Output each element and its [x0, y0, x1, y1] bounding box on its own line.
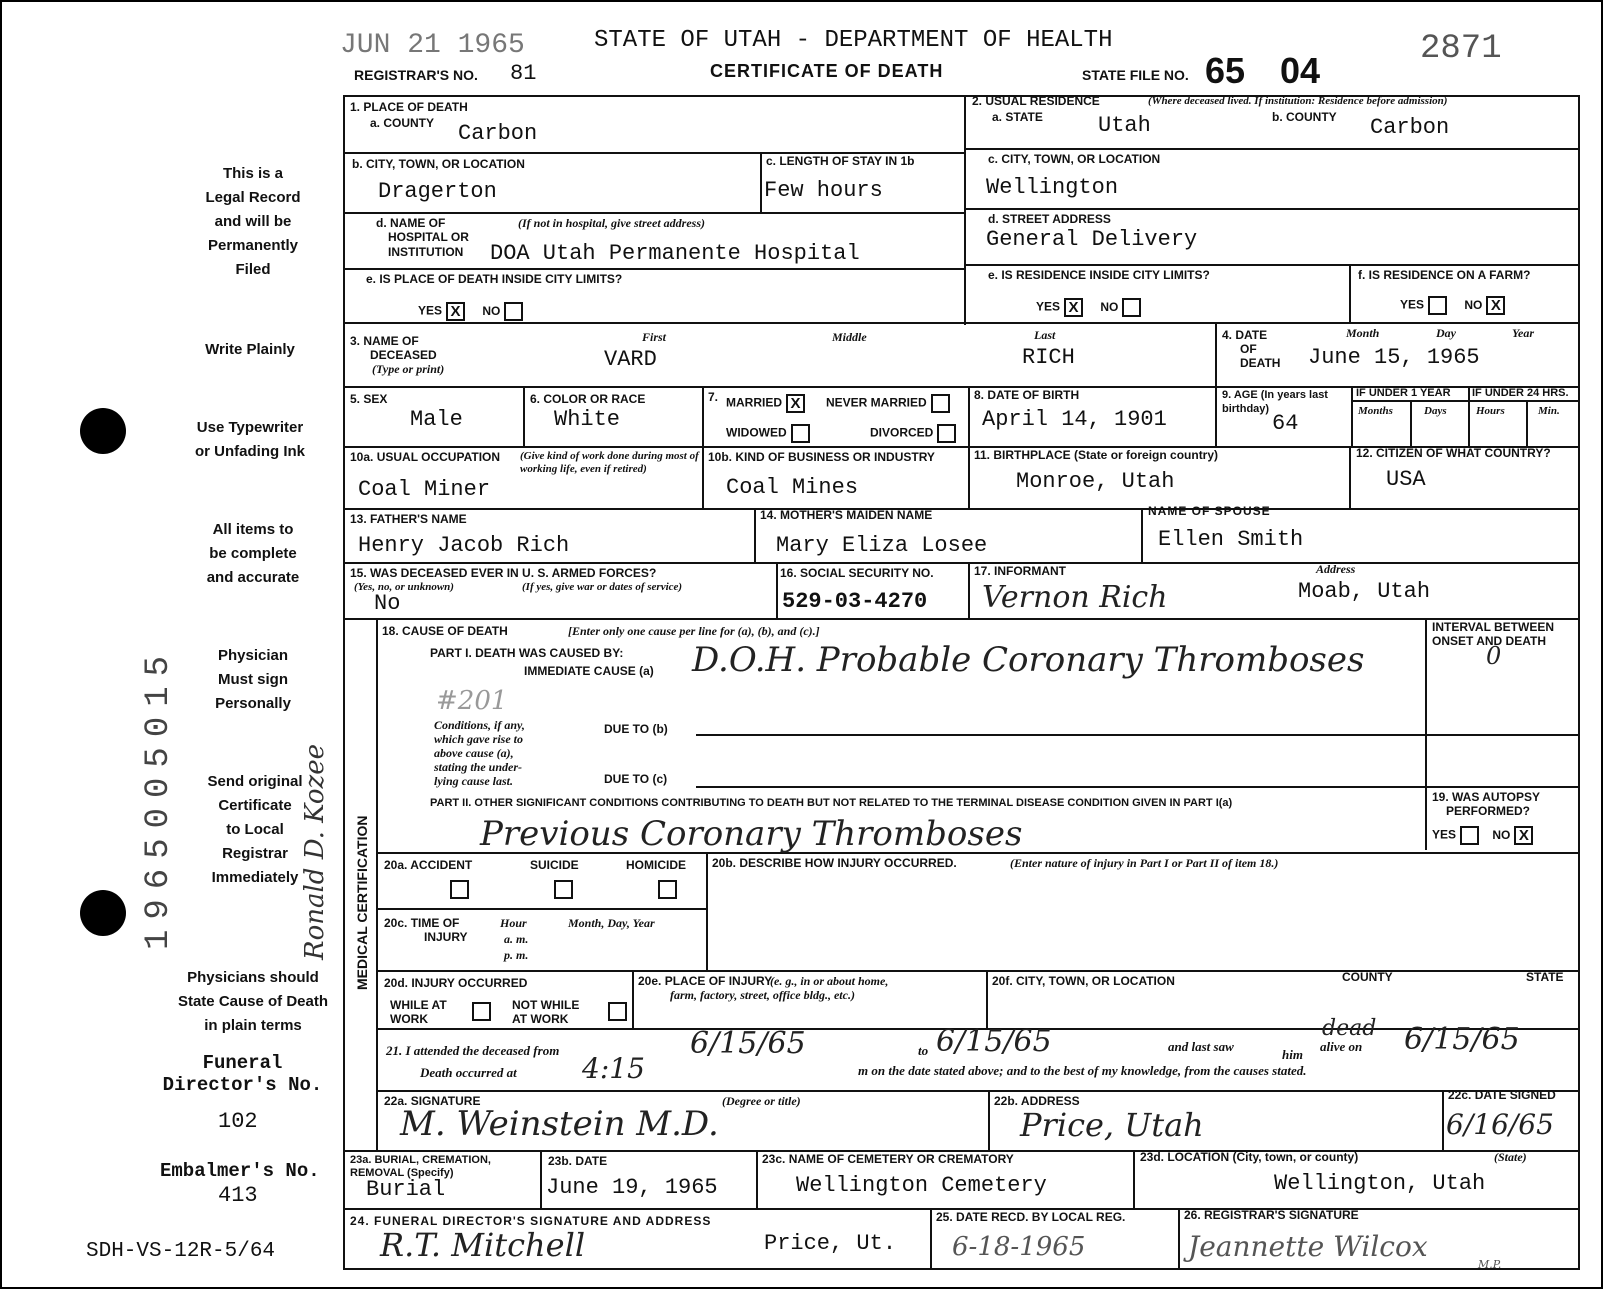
while-at-work-label: WHILE AT WORK [390, 998, 447, 1026]
month-day-year-label: Month, Day, Year [568, 916, 655, 930]
sequence-no: 2871 [1420, 30, 1502, 68]
inside-city-yes: YES X NO [418, 302, 523, 321]
funeral-director-address: Price, Ut. [764, 1231, 897, 1256]
vertical-signature: Ronald D. Kozee [300, 744, 330, 960]
marital-label: 7. [708, 390, 719, 404]
rule-place-residence [964, 95, 966, 325]
rule-sig-address [988, 1090, 990, 1150]
res-farm-label: f. IS RESIDENCE ON A FARM? [1358, 268, 1531, 282]
describe-injury-note: (Enter nature of injury in Part I or Part II of item 18.) [1010, 856, 1279, 870]
immediate-cause: D.O.H. Probable Coronary Thromboses [692, 640, 1365, 680]
married-option: MARRIED X [726, 394, 805, 413]
rule-sex-race [523, 386, 525, 446]
death-county: Carbon [458, 121, 538, 146]
rule-row2-left [343, 212, 964, 214]
rule-row-occurred [376, 970, 1580, 972]
rule-row7 [343, 508, 1580, 510]
days-label: Days [1424, 405, 1447, 417]
attended-to-label: to [918, 1043, 929, 1058]
rule-row2-right [964, 208, 1580, 210]
disposition-label: 23a. BURIAL, CREMATION, REMOVAL (Specify) [350, 1154, 491, 1179]
hours-label: Hours [1476, 405, 1505, 417]
time-injury-label: 20c. TIME OF INJURY [384, 916, 468, 944]
rule-cemetery-location [1133, 1150, 1135, 1208]
date-death-label-c: DEATH [1240, 356, 1281, 370]
due-to-b-label: DUE TO (b) [604, 722, 668, 736]
divorced-option: DIVORCED [870, 424, 956, 443]
accident-checkbox [450, 880, 469, 899]
date-of-death: June 15, 1965 [1308, 345, 1480, 370]
rule-interval-c [1425, 786, 1580, 788]
citizen: USA [1386, 467, 1426, 492]
date-death-label-b: OF [1240, 342, 1257, 356]
place-of-death-label: 1. PLACE OF DEATH [350, 100, 468, 114]
never-married-option: NEVER MARRIED [826, 394, 950, 413]
physician-signature-label: 22a. SIGNATURE [384, 1094, 481, 1108]
form-right-border [1578, 95, 1580, 1270]
interval-value: 0 [1486, 642, 1502, 670]
homicide-label: HOMICIDE [626, 858, 686, 872]
due-to-c-label: DUE TO (c) [604, 772, 668, 786]
state-file-label: STATE FILE NO. [1082, 67, 1189, 83]
rule-mother-spouse [1141, 508, 1143, 564]
rule-father-mother [754, 508, 756, 564]
res-state: Utah [1098, 113, 1151, 138]
rule-row3-left [343, 268, 964, 270]
state-file-no-a: 65 [1205, 50, 1246, 91]
first-name: VARD [604, 347, 657, 372]
form-bottom-border [343, 1268, 1580, 1270]
sex-label: 5. SEX [350, 392, 388, 406]
not-while-at-work-checkbox [608, 1002, 627, 1021]
sex: Male [410, 407, 463, 432]
attended-from: 6/15/65 [690, 1026, 806, 1061]
mother-name: Mary Eliza Losee [776, 533, 988, 558]
dob-label: 8. DATE OF BIRTH [974, 388, 1080, 402]
spouse-name: Ellen Smith [1158, 527, 1304, 552]
location-state-label: (State) [1494, 1150, 1527, 1164]
length-of-stay: Few hours [764, 178, 883, 203]
father-label: 13. FATHER'S NAME [350, 512, 467, 526]
citizen-label: 12. CITIZEN OF WHAT COUNTRY? [1356, 446, 1551, 460]
date-signed: 6/16/65 [1446, 1108, 1554, 1141]
rule-row9 [343, 618, 1580, 620]
informant-address-label: Address [1316, 562, 1356, 576]
attended-to: 6/15/65 [936, 1024, 1052, 1059]
not-while-at-work-label: NOT WHILE AT WORK [512, 998, 580, 1026]
age-label: 9. AGE (In years last birthday) [1222, 389, 1328, 415]
date-of-birth: April 14, 1901 [982, 407, 1167, 432]
sidebar-physicians-should: Physicians should State Cause of Death in plain terms [177, 969, 329, 1034]
disposition: Burial [366, 1177, 446, 1202]
death-occurred-time: 4:15 [582, 1052, 645, 1085]
armed-forces-label: 15. WAS DECEASED EVER IN U. S. ARMED FORCES? [350, 566, 657, 580]
cause-note: [Enter only one cause per line for (a), (b), and (c).] [568, 624, 820, 638]
part2-label: PART II. OTHER SIGNIFICANT CONDITIONS CONTRIBUTING TO DEATH BUT NOT RELATED TO THE TERMINAL DISEASE CONDITION GIVEN IN PART I(a) [430, 797, 1233, 809]
res-city-label: c. CITY, TOWN, OR LOCATION [988, 152, 1161, 166]
armed-note-b: (If yes, give war or dates of service) [522, 581, 683, 593]
interval-label: INTERVAL BETWEEN ONSET AND DEATH [1432, 620, 1555, 648]
death-city-label: b. CITY, TOWN, OR LOCATION [352, 157, 525, 171]
accident-label: 20a. ACCIDENT [384, 858, 473, 872]
occupation: Coal Miner [358, 477, 491, 502]
funeral-director-no-label: Funeral Director's No. [162, 1052, 323, 1096]
alive-on-label: alive on [1320, 1039, 1363, 1054]
date-recd: 6-18-1965 [952, 1232, 1086, 1262]
date-death-label-a: 4. DATE [1222, 328, 1268, 342]
last-saw-note: dead [1322, 1016, 1377, 1041]
year-label: Year [1512, 326, 1534, 340]
mother-label: 14. MOTHER'S MAIDEN NAME [760, 508, 933, 522]
rule-address-date [1442, 1090, 1444, 1150]
date-signed-label: 22c. DATE SIGNED [1448, 1088, 1556, 1102]
suicide-label: SUICIDE [530, 858, 579, 872]
injury-state-label: STATE [1526, 970, 1564, 984]
state-file-no-b: 04 [1280, 50, 1321, 91]
form-code: SDH-VS-12R-5/64 [86, 1240, 276, 1263]
rule-occurred-place [632, 970, 634, 1028]
rule-due-b [696, 734, 1425, 736]
inside-city-label: e. IS PLACE OF DEATH INSIDE CITY LIMITS? [366, 272, 623, 286]
homicide-checkbox [658, 880, 677, 899]
physician-address-label: 22b. ADDRESS [994, 1094, 1080, 1108]
res-county-label: b. COUNTY [1272, 110, 1337, 124]
rule-days [1410, 400, 1412, 446]
rule-director-recd [930, 1208, 932, 1268]
immediate-cause-label: IMMEDIATE CAUSE (a) [524, 664, 654, 678]
rule-min [1526, 400, 1528, 446]
rule-date-death [1215, 322, 1217, 446]
suicide-checkbox [554, 880, 573, 899]
cause-code-note: #201 [436, 686, 508, 716]
death-county-label: a. COUNTY [370, 116, 435, 130]
rule-date-cemetery [756, 1150, 758, 1208]
punch-hole-bottom [80, 890, 126, 936]
rule-occ-industry [702, 446, 704, 510]
form-left-border [343, 95, 345, 1270]
rule-medical-side [376, 618, 378, 1150]
vertical-file-number: 1965005015 [140, 645, 178, 950]
sidebar-write-plainly: Write Plainly [205, 341, 295, 358]
rule-marital-dob [968, 386, 970, 510]
rule-armed-ssn [776, 562, 778, 618]
rule-birthplace-citizen [1349, 446, 1351, 510]
name-label-c: (Type or print) [372, 362, 445, 376]
sidebar-send-original: Send original Certificate to Local Registrar Immediately [207, 773, 303, 886]
hospital-label-a: d. NAME OF [376, 216, 446, 230]
informant-address: Moab, Utah [1298, 579, 1431, 604]
name-label-a: 3. NAME OF [350, 334, 419, 348]
month-label: Month [1346, 326, 1380, 340]
rule-burial-date [540, 1150, 542, 1208]
birthplace-label: 11. BIRTHPLACE (State or foreign country) [974, 448, 1219, 462]
armed-note-a: (Yes, no, or unknown) [354, 581, 454, 593]
min-label: Min. [1538, 405, 1560, 417]
sidebar-legal-note: This is a Legal Record and will be Permanently Filed [205, 165, 301, 278]
death-occurred-label: Death occurred at [420, 1065, 517, 1080]
race-label: 6. COLOR OR RACE [530, 392, 646, 406]
rule-interval-b [1425, 734, 1580, 736]
rule-race-marital [702, 386, 704, 446]
rule-stay [760, 152, 762, 212]
last-name-label: Last [1034, 328, 1056, 342]
part1-label: PART I. DEATH WAS CAUSED BY: [430, 646, 624, 660]
rule-row8 [343, 562, 1580, 564]
funeral-director-signature: R.T. Mitchell [380, 1226, 586, 1264]
conditions-note: Conditions, if any, which gave rise to above cause (a), stating the under- lying cause last. [434, 718, 525, 788]
occupation-note: (Give kind of work done during most of working life, even if retired) [520, 450, 699, 475]
ssn-label: 16. SOCIAL SECURITY NO. [780, 566, 934, 580]
residence-note: (Where deceased lived. If institution: Residence before admission) [1148, 95, 1448, 107]
registrar-signature-label: 26. REGISTRAR'S SIGNATURE [1184, 1208, 1359, 1222]
hospital-label-c: INSTITUTION [388, 245, 464, 259]
am-label: a. m. [504, 932, 529, 946]
res-street-label: d. STREET ADDRESS [988, 212, 1111, 226]
rule-row4 [343, 322, 1580, 324]
registrar-signature: Jeannette Wilcox [1188, 1230, 1428, 1263]
last-saw-him-label: him [1282, 1047, 1303, 1062]
day-label: Day [1436, 326, 1456, 340]
funeral-director-label: 24. FUNERAL DIRECTOR'S SIGNATURE AND ADDRESS [350, 1214, 712, 1228]
agency-title: STATE OF UTAH - DEPARTMENT OF HEALTH [594, 27, 1113, 54]
physician-address: Price, Utah [1020, 1106, 1204, 1144]
res-street: General Delivery [986, 227, 1198, 252]
rule-recd-registrar [1178, 1208, 1180, 1268]
rule-age-sub [1351, 400, 1580, 402]
attended-label: 21. I attended the deceased from [386, 1043, 560, 1058]
rule-ssn-informant [968, 562, 970, 618]
pm-label: p. m. [504, 948, 529, 962]
res-inside-label: e. IS RESIDENCE INSIDE CITY LIMITS? [988, 268, 1210, 282]
rule-farm [1349, 264, 1351, 322]
age: 64 [1272, 411, 1299, 436]
describe-injury-label: 20b. DESCRIBE HOW INJURY OCCURRED. [712, 856, 957, 870]
res-city: Wellington [986, 175, 1119, 200]
embalmer-no-label: Embalmer's No. [160, 1160, 320, 1182]
under-24-hrs-label: IF UNDER 24 HRS. [1472, 387, 1569, 399]
first-name-label: First [642, 330, 667, 344]
rule-row3-right [964, 264, 1580, 266]
location-label: 23d. LOCATION (City, town, or county) [1140, 1150, 1359, 1164]
stay-label: c. LENGTH OF STAY IN 1b [766, 154, 915, 168]
middle-name-label: Middle [832, 330, 867, 344]
months-label: Months [1358, 405, 1393, 417]
date-recd-label: 25. DATE RECD. BY LOCAL REG. [936, 1210, 1126, 1224]
rule-under24 [1468, 386, 1470, 446]
injury-county-label: COUNTY [1342, 970, 1393, 984]
burial-location: Wellington, Utah [1274, 1171, 1486, 1196]
industry-label: 10b. KIND OF BUSINESS OR INDUSTRY [708, 450, 935, 464]
physician-signature: M. Weinstein M.D. [400, 1104, 719, 1144]
received-stamp: JUN 21 1965 [340, 30, 525, 61]
certificate-title: CERTIFICATE OF DEATH [710, 61, 944, 81]
autopsy-checkboxes: YES NO X [1432, 826, 1533, 845]
rule-due-c [696, 786, 1425, 788]
race: White [554, 407, 621, 432]
degree-label: (Degree or title) [722, 1094, 801, 1108]
part2-conditions: Previous Coronary Thromboses [480, 814, 1023, 854]
under-1-year-label: IF UNDER 1 YEAR [1356, 387, 1451, 399]
occupation-label: 10a. USUAL OCCUPATION [350, 450, 501, 464]
res-state-label: a. STATE [992, 110, 1043, 124]
hospital-name: DOA Utah Permanente Hospital [490, 241, 860, 266]
sidebar-physician: Physician Must sign Personally [215, 647, 291, 712]
res-farm-checkboxes: YES NO X [1400, 296, 1505, 315]
autopsy-label: 19. WAS AUTOPSY PERFORMED? [1432, 790, 1541, 818]
funeral-director-no: 102 [218, 1109, 258, 1134]
ssn: 529-03-4270 [782, 589, 928, 614]
registrar-title: M.P. [1478, 1258, 1502, 1271]
rule-accident-describe [706, 852, 708, 972]
last-saw-date: 6/15/65 [1404, 1022, 1520, 1057]
sidebar-all-items: All items to be complete and accurate [206, 521, 300, 586]
punch-hole-top [80, 408, 126, 454]
last-name: RICH [1022, 345, 1075, 370]
name-label-b: DECEASED [370, 348, 437, 362]
res-inside-checkboxes: YES X NO [1036, 298, 1141, 317]
spouse-label: NAME OF SPOUSE [1148, 504, 1271, 518]
while-at-work-checkbox [472, 1002, 491, 1021]
res-county: Carbon [1370, 115, 1450, 140]
residence-label: 2. USUAL RESIDENCE [972, 94, 1100, 108]
father-name: Henry Jacob Rich [358, 533, 570, 558]
widowed-option: WIDOWED [726, 424, 810, 443]
rule-row-signature [376, 1090, 1580, 1092]
armed-forces: No [374, 591, 401, 616]
injury-occurred-label: 20d. INJURY OCCURRED [384, 976, 528, 990]
cemetery: Wellington Cemetery [796, 1173, 1047, 1198]
rule-row-time [376, 908, 706, 910]
hour-label: Hour [500, 916, 527, 930]
rule-row1-right [964, 148, 1580, 150]
death-occurred-tail: m on the date stated above; and to the best of my knowledge, from the causes stated. [858, 1063, 1307, 1078]
cause-label: 18. CAUSE OF DEATH [382, 624, 508, 638]
last-saw-label: and last saw [1168, 1039, 1234, 1054]
registrar-no-label: REGISTRAR'S NO. [354, 67, 478, 83]
informant-label: 17. INFORMANT [974, 564, 1067, 578]
rule-place-city [986, 970, 988, 1028]
hospital-label-b: HOSPITAL OR [388, 230, 469, 244]
rule-under1 [1351, 386, 1353, 446]
place-injury-label: 20e. PLACE OF INJURY [638, 974, 773, 988]
death-city: Dragerton [378, 179, 497, 204]
burial-date: June 19, 1965 [546, 1175, 718, 1200]
embalmer-no: 413 [218, 1183, 258, 1208]
sidebar-use-typewriter: Use Typewriter or Unfading Ink [195, 419, 305, 460]
medical-certification-side-label: MEDICAL CERTIFICATION [354, 815, 370, 990]
informant-signature: Vernon Rich [982, 580, 1168, 615]
place-injury-note: (e. g., in or about home, farm, factory, street, office bldg., etc.) [670, 974, 889, 1002]
registrar-no: 81 [510, 61, 537, 86]
industry: Coal Mines [726, 475, 859, 500]
burial-date-label: 23b. DATE [548, 1154, 608, 1168]
injury-city-label: 20f. CITY, TOWN, OR LOCATION [992, 974, 1175, 988]
cemetery-label: 23c. NAME OF CEMETERY OR CREMATORY [762, 1152, 1014, 1166]
hospital-note: (If not in hospital, give street address) [518, 216, 706, 230]
birthplace: Monroe, Utah [1016, 469, 1175, 494]
